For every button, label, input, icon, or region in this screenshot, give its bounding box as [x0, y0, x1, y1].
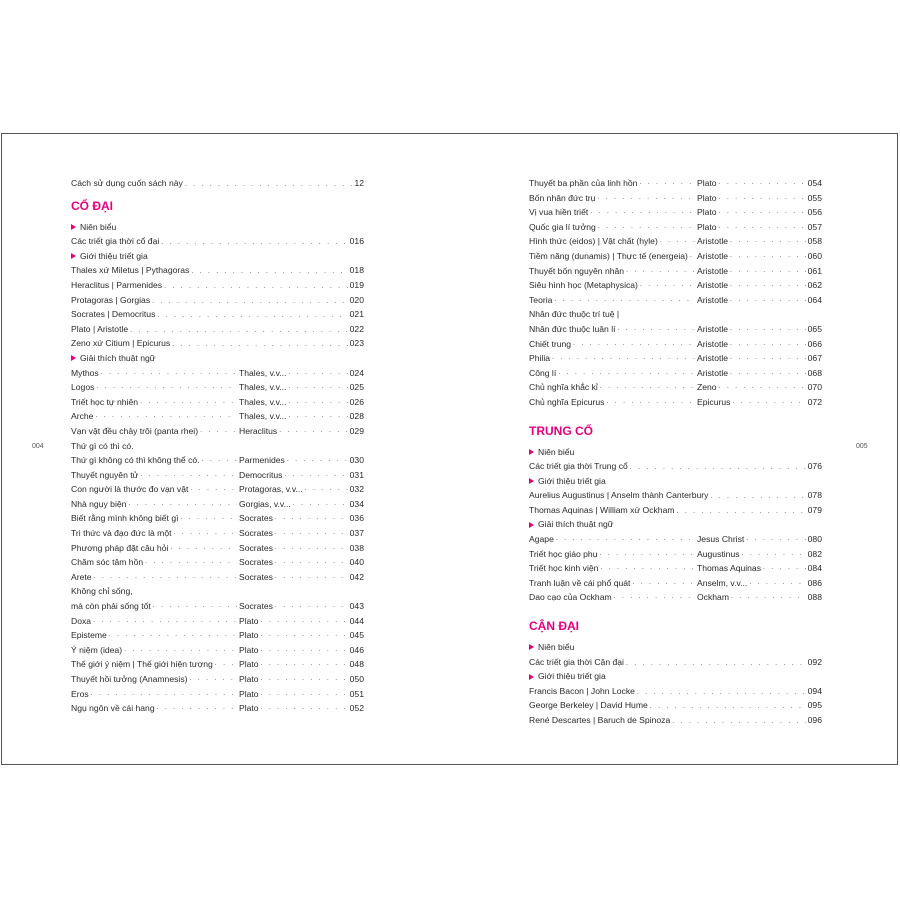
term-author: Parmenides — [239, 455, 285, 466]
toc-term-entry: Arete . . . Socrates . . . 042 — [71, 570, 364, 585]
toc-term-entry: Thứ gì không có thì không thể có. . . . Parmenides . . . 030 — [71, 453, 364, 468]
term-author: Aristotle — [697, 323, 729, 334]
triangle-bullet-icon — [529, 478, 534, 484]
section-title-medieval: TRUNG CỔ — [529, 423, 593, 438]
term-author: Thales, v.v... — [239, 411, 287, 422]
toc-entry: Heraclitus | Parmenides . . . 019 — [71, 278, 364, 293]
toc-term-entry: Triết học tự nhiên . . . Thales, v.v... . . . 026 — [71, 395, 364, 410]
toc-entry: Zeno xứ Citium | Epicurus . . . 023 — [71, 336, 364, 351]
toc-entry-line: Không chỉ sống, — [71, 586, 133, 597]
term-author: Thomas Aquinas — [697, 563, 762, 574]
triangle-bullet-icon — [71, 355, 76, 361]
term-author: Plato — [239, 703, 259, 714]
term-author: Heraclitus — [239, 425, 278, 436]
term-author: Anselm, v.v... — [697, 577, 748, 588]
term-author: Aristotle — [697, 265, 729, 276]
term-author: Plato — [239, 674, 259, 684]
triangle-bullet-icon — [529, 522, 534, 528]
toc-term-entry: Hình thức (eidos) | Vật chất (hyle) . . . Aristotle . . . 058 — [529, 234, 822, 249]
subheading-philosophers: Giới thiệu triết gia — [529, 474, 822, 489]
toc-term-entry: Thuyết hồi tưởng (Anamnesis) . . . Plato . . . 050 — [71, 672, 364, 687]
toc-term-entry: Tri thức và đạo đức là một . . . Socrates . . . 037 — [71, 526, 364, 541]
toc-entry: Aurelius Augustinus | Anselm thành Canterbury . . . 078 — [529, 488, 822, 503]
section-title-ancient: CỔ ĐẠI — [71, 198, 113, 213]
toc-entry: Francis Bacon | John Locke . . . 094 — [529, 684, 822, 699]
term-author: Gorgias, v.v... — [239, 498, 291, 509]
toc-term-entry: Chăm sóc tâm hồn . . . Socrates . . . 040 — [71, 555, 364, 570]
toc-term-entry: Triết học kinh viện . . . Thomas Aquinas . . . 084 — [529, 561, 822, 576]
term-author: Plato — [239, 644, 259, 655]
right-toc-column — [529, 176, 822, 728]
term-author: Plato — [239, 615, 259, 626]
toc-term-entry: Nhà ngụy biện . . . Gorgias, v.v... . . . 034 — [71, 497, 364, 512]
term-author: Plato — [697, 192, 717, 203]
toc-term-entry: Ý niệm (idea) . . . Plato . . . 046 — [71, 643, 364, 658]
toc-term-entry: Vạn vật đều chảy trôi (panta rhei) . . . Heraclitus . . . 029 — [71, 424, 364, 439]
toc-term-entry: Quốc gia lí tưởng . . . Plato . . . 057 — [529, 220, 822, 235]
toc-term-entry: Chủ nghĩa Epicurus . . . Epicurus . . . 072 — [529, 395, 822, 410]
toc-term-entry: Agape . . . Jesus Christ . . . 080 — [529, 532, 822, 547]
term-author: Aristotle — [697, 280, 729, 291]
term-author: Plato — [697, 221, 717, 232]
term-author: Plato — [239, 630, 259, 641]
term-author: Socrates — [239, 542, 273, 553]
toc-term-entry: Thuyết nguyên tử . . . Democritus . . . 031 — [71, 468, 364, 483]
triangle-bullet-icon — [529, 644, 534, 650]
term-author: Plato — [239, 659, 259, 670]
term-author: Aristotle — [697, 353, 729, 364]
toc-term-entry: Biết rằng mình không biết gì . . . Socrates . . . 036 — [71, 511, 364, 526]
toc-term-entry: Episteme . . . Plato . . . 045 — [71, 628, 364, 643]
toc-term-entry: Logos . . . Thales, v.v... . . . 025 — [71, 380, 364, 395]
subheading-chronology: Niên biểu — [529, 445, 822, 460]
term-author: Democritus — [239, 469, 283, 480]
term-author: Epicurus — [697, 396, 731, 407]
toc-entry: Các triết gia thời Trung cổ . . . 076 — [529, 459, 822, 474]
toc-entry: Thales xứ Miletus | Pythagoras . . . 018 — [71, 263, 364, 278]
toc-term-entry: Teoria . . . Aristotle . . . 064 — [529, 293, 822, 308]
term-author: Plato — [697, 178, 717, 188]
section-title-modern: CẬN ĐẠI — [529, 619, 579, 634]
toc-entry: George Berkeley | David Hume . . . 095 — [529, 698, 822, 713]
term-author: Socrates — [239, 513, 273, 524]
term-author: Socrates — [239, 571, 273, 582]
toc-term-entry: Công lí . . . Aristotle . . . 068 — [529, 366, 822, 381]
term-author: Socrates — [239, 557, 273, 568]
toc-term-entry: Chiết trung . . . Aristotle . . . 066 — [529, 337, 822, 352]
term-author: Aristotle — [697, 338, 729, 349]
left-page-number: 004 — [32, 443, 44, 450]
triangle-bullet-icon — [529, 449, 534, 455]
toc-term-entry: Thuyết bốn nguyên nhân . . . Aristotle . . . 061 — [529, 264, 822, 279]
toc-term-entry: Bốn nhân đức trụ . . . Plato . . . 055 — [529, 191, 822, 206]
toc-term-entry: Chủ nghĩa khắc kỉ . . . Zeno . . . 070 — [529, 380, 822, 395]
term-author: Augustinus — [697, 548, 740, 559]
toc-entry: Các triết gia thời cổ đại . . . 016 — [71, 234, 364, 249]
toc-term-entry: Tranh luận về cái phổ quát . . . Anselm, v.v... . . . 086 — [529, 576, 822, 591]
toc-term-entry: Thế giới ý niệm | Thế giới hiện tượng . . . Plato . . . 048 — [71, 657, 364, 672]
subheading-terms: Giải thích thuật ngữ — [71, 351, 364, 366]
toc-term-entry: Nhân đức thuộc luân lí . . . Aristotle . . . 065 — [529, 322, 822, 337]
toc-entry-intro: Cách sử dụng cuốn sách này . . . 12 — [71, 176, 364, 191]
toc-term-entry: Con người là thước đo vạn vật . . . Protagoras, v.v... . . . 032 — [71, 482, 364, 497]
subheading-philosophers: Giới thiệu triết gia — [71, 249, 364, 264]
toc-term-entry: Vị vua hiền triết . . . Plato . . . 056 — [529, 205, 822, 220]
toc-term-entry: Tiềm năng (dunamis) | Thực tế (energeia) . . . Aristotle . . . 060 — [529, 249, 822, 264]
triangle-bullet-icon — [71, 224, 76, 230]
right-page-number: 005 — [856, 443, 868, 450]
toc-entry: Thomas Aquinas | William xứ Ockham . . . 079 — [529, 503, 822, 518]
term-author: Socrates — [239, 601, 273, 612]
toc-term-entry: Eros . . . Plato . . . 051 — [71, 687, 364, 702]
toc-entry-line: Nhân đức thuộc trí tuệ | — [529, 309, 620, 320]
toc-term-entry: Arche . . . Thales, v.v... . . . 028 — [71, 409, 364, 424]
left-toc-column — [71, 176, 364, 716]
triangle-bullet-icon — [529, 674, 534, 680]
term-author: Thales, v.v... — [239, 367, 287, 378]
subheading-chronology: Niên biểu — [529, 640, 822, 655]
toc-term-entry: Doxa . . . Plato . . . 044 — [71, 614, 364, 629]
term-author: Zeno — [697, 382, 717, 393]
toc-term-entry: Philia . . . Aristotle . . . 067 — [529, 351, 822, 366]
toc-entry-line: Thứ gì có thì có. — [71, 440, 134, 451]
toc-term-entry: Siêu hình học (Metaphysica) . . . Aristotle . . . 062 — [529, 278, 822, 293]
toc-term-entry: Mythos . . . Thales, v.v... . . . 024 — [71, 366, 364, 381]
term-author: Thales, v.v... — [239, 382, 287, 393]
toc-term-entry: Thuyết ba phần của linh hồn . . . Plato . . . 054 — [529, 176, 822, 191]
term-author: Protagoras, v.v... — [239, 484, 303, 495]
term-author: Aristotle — [697, 236, 729, 247]
toc-term-entry: Ngụ ngôn về cái hang . . . Plato . . . 052 — [71, 701, 364, 716]
subheading-chronology: Niên biểu — [71, 220, 364, 235]
toc-term-entry: Phương pháp đặt câu hỏi . . . Socrates . . . 038 — [71, 541, 364, 556]
subheading-terms: Giải thích thuật ngữ — [529, 517, 822, 532]
toc-entry: René Descartes | Baruch de Spinoza . . . 096 — [529, 713, 822, 728]
term-author: Thales, v.v... — [239, 396, 287, 407]
term-author: Plato — [239, 688, 259, 699]
toc-term-entry: Triết học giáo phụ . . . Augustinus . . . 082 — [529, 547, 822, 562]
term-author: Socrates — [239, 528, 273, 539]
toc-term-entry: mà còn phải sống tốt . . . Socrates . . . 043 — [71, 599, 364, 614]
term-author: Aristotle — [697, 250, 729, 261]
toc-entry: Socrates | Democritus . . . 021 — [71, 307, 364, 322]
term-author: Aristotle — [697, 367, 729, 378]
toc-entry: Protagoras | Gorgias . . . 020 — [71, 293, 364, 308]
term-author: Jesus Christ — [697, 534, 745, 545]
toc-entry: Các triết gia thời Cận đại . . . 092 — [529, 655, 822, 670]
triangle-bullet-icon — [71, 253, 76, 259]
term-author: Plato — [697, 207, 717, 218]
term-author: Ockham — [697, 592, 729, 603]
term-author: Aristotle — [697, 294, 729, 305]
toc-term-entry: Dao cạo của Ockham . . . Ockham . . . 088 — [529, 590, 822, 605]
toc-entry: Plato | Aristotle . . . 022 — [71, 322, 364, 337]
subheading-philosophers: Giới thiệu triết gia — [529, 669, 822, 684]
